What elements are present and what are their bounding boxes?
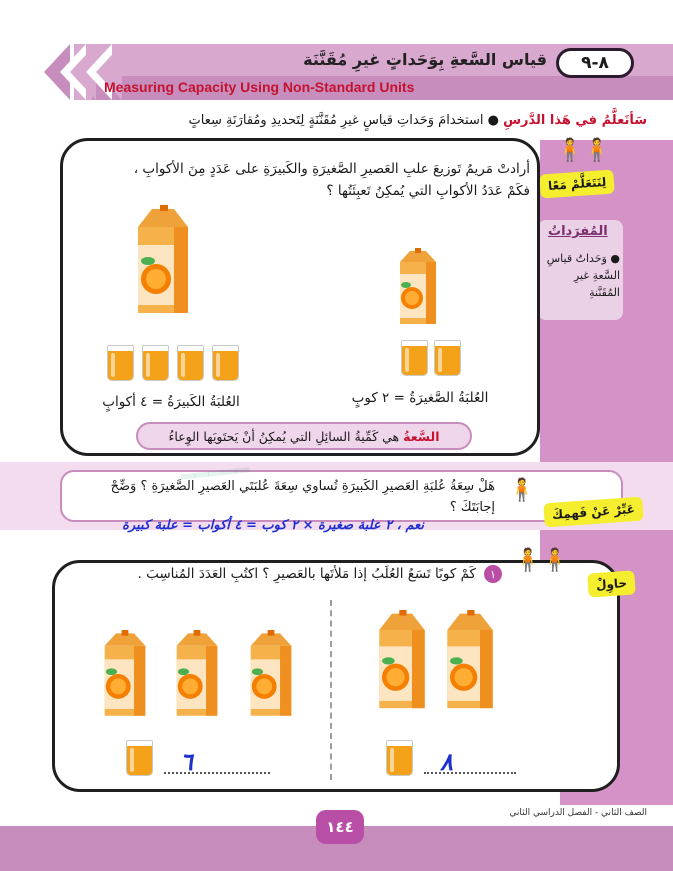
juice-carton-small [396,248,440,326]
learn-together-badge: لِنَتَعَلَّمْ مَعًا [539,169,615,198]
juice-glass-icon [434,340,461,376]
lesson-title-arabic: قياس السَّعةِ بِوَحَداتٍ غيرِ مُقَنَّنَة [303,50,547,69]
handwritten-answer: نعم ، ٢ علبة صغيرة × ٢ كوب = ٤ أكواب = علبة كبيرة [122,518,424,533]
juice-carton-large [130,205,196,315]
juice-carton-small [172,630,222,718]
grade-footer-text: الصف الثاني - الفصل الدراسي الثاني [509,808,647,818]
stick-figure-icon: 🧍 [508,478,536,503]
learn-question: أرادتْ مَريمُ تَوزيعَ علبِ العَصيرِ الصَّغيرَةِ والكَبيرَةِ على عَدَدٍ مِنَ الأكوابِ ، فكَمْ عَدَدُ الأكوابِ التي يُمكِنُ تَعبِئَتُها ؟ [133,161,530,199]
stick-figures-icon: 🧍🧍 [514,548,569,573]
juice-carton-small [100,630,150,718]
small-carton-label: العُلبَةُ الصَّغيرَةُ = ٢ كوبٍ [351,390,489,406]
lesson-title-english: Measuring Capacity Using Non-Standard Units [104,79,415,95]
express-understanding-badge: عَبِّرْ عَنْ فَهمِكَ [543,497,643,528]
large-carton-label: العُلبَةُ الكَبيرَةُ = ٤ أكوابٍ [102,394,240,410]
try-question: كَمْ كوبًا تَسَعُ العُلَبُ إذا مَلأتَها بالعَصيرِ ؟ اكتُبِ العَدَدَ المُناسِبَ . [137,566,476,582]
juice-carton-large [372,596,432,724]
juice-glass-icon [126,740,153,776]
juice-glass-icon [386,740,413,776]
answer-line-right [424,772,516,774]
definition-term: السَّعةُ [403,428,440,444]
exercise-number: ١ [484,565,502,583]
bullet-icon: ● [606,252,620,265]
juice-glass-icon [107,345,134,381]
juice-glass-icon [212,345,239,381]
stick-figures-icon: 🧍🧍 [556,138,611,163]
answer-left: ٦ [180,748,193,776]
juice-carton-large [440,596,500,724]
answer-right: ٨ [440,748,453,776]
divider [330,600,332,780]
juice-glass-icon [142,345,169,381]
bullet-icon: ● [483,113,499,128]
lesson-objectives [189,113,648,128]
vocabulary-item: ● وَحَداتُ قياسِ السَّعةِ غيرِ المُقَنَّنةِ [546,252,620,299]
objectives-text: استخدامَ وَحَداتِ قياسٍ غيرِ مُقَنَّنَةٍ لِتَحديدِ ومُقارَنَةِ سِعاتٍ [188,113,484,128]
express-question: هَلْ سِعَةُ عُلبَةِ العَصيرِ الكَبيرَةِ تُساوي سِعَةَ عُلبَتَي العَصيرِ الصَّغيرَةِ ؟ وَضِّحْ إجابَتَكَ ؟ [110,479,495,515]
objectives-label: سَأتَعلَّمُ في هَذا الدَّرسِ [503,113,647,128]
watermark: ـــــ [177,436,251,490]
page-number: ١٤٤ [316,810,364,844]
juice-glass-icon [401,340,428,376]
juice-carton-small [246,630,296,718]
juice-glass-icon [177,345,204,381]
vocabulary-title: المُفرَداتُ [548,224,608,239]
lesson-number-badge: ٨-٩ [556,48,634,78]
definition-text: هي كَمِّيةُ السائِلِ التي يُمكِنُ أنْ يَحتَويَها الوِعاءُ [168,428,400,444]
try-badge: حاوِلْ [587,570,636,597]
